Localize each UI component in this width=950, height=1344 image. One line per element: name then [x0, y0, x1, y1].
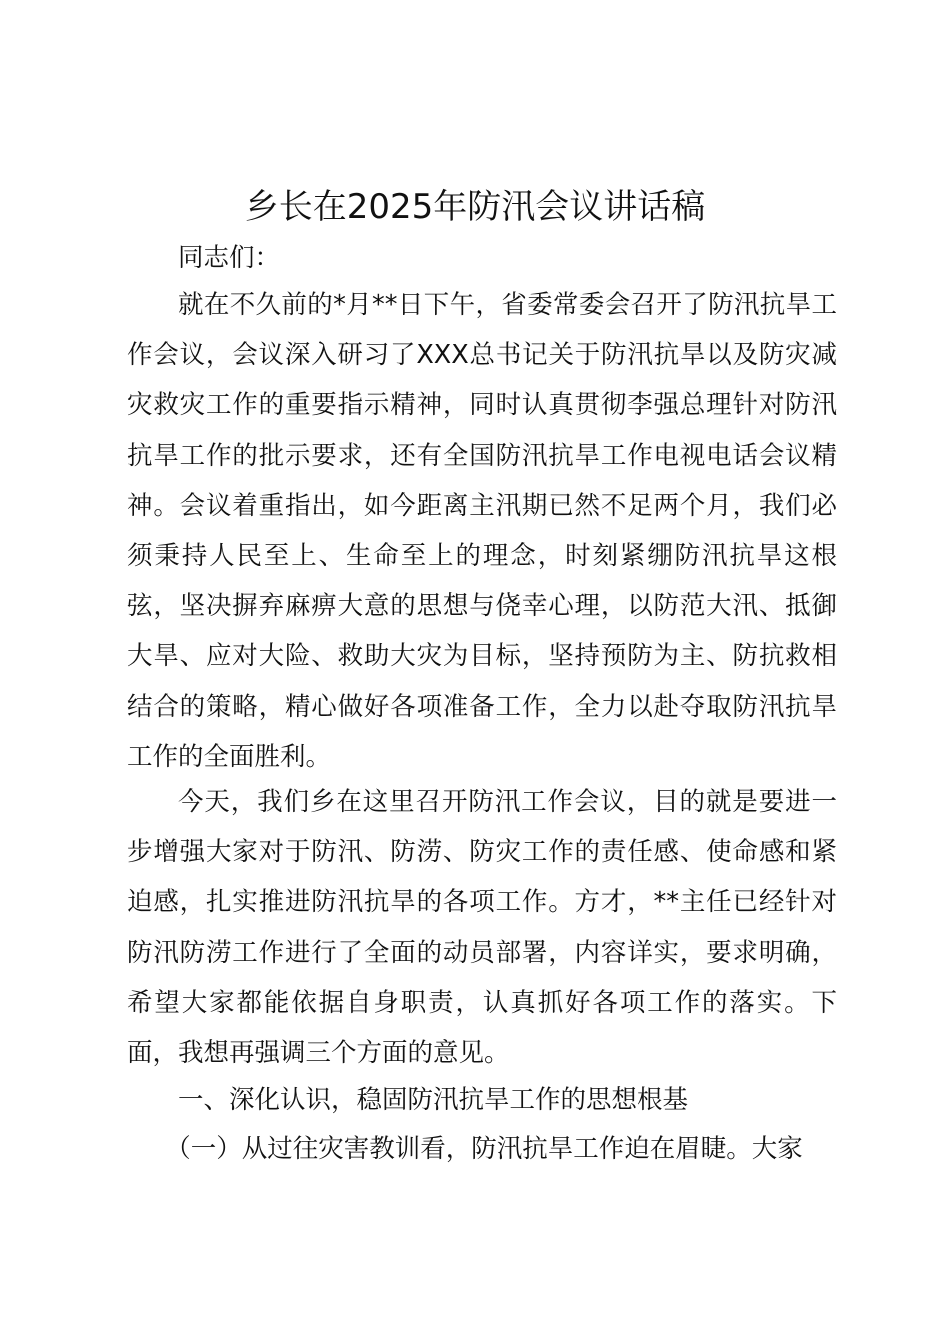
- subsection-1: （一）从过往灾害教训看，防汛抗旱工作迫在眉睫。大家: [165, 1134, 803, 1164]
- paragraph-2: 今天，我们乡在这里召开防汛工作会议，目的就是要进一步增强大家对于防汛、防涝、防灾工作的责任感、使命感和紧迫感，扎实推进防汛抗旱的各项工作。方才，**主任已经针对防汛防涝工作进行了全面的动员部署，内容详实，要求明确，希望大家都能依据自身职责，认真抓好各项工作的落实。下面，我想再强调三个方面的意见。: [127, 787, 837, 1069]
- section-heading-1: 一、深化认识，稳固防汛抗旱工作的思想根基: [178, 1085, 689, 1115]
- greeting: 同志们：: [178, 243, 281, 273]
- paragraph-1: 就在不久前的*月**日下午，省委常委会召开了防汛抗旱工作会议，会议深入研习了XXX总书记关于防汛抗旱以及防灾减灾救灾工作的重要指示精神，同时认真贯彻李强总理针对防汛抗旱工作的批示要求，还有全国防汛抗旱工作电视电话会议精神。会议着重指出，如今距离主汛期已然不足两个月，我们必须秉持人民至上、生命至上的理念，时刻紧绷防汛抗旱这根弦，坚决摒弃麻痹大意的思想与侥幸心理，以防范大汛、抵御大旱、应对大险、救助大灾为目标，坚持预防为主、防抗救相结合的策略，精心做好各项准备工作，全力以赴夺取防汛抗旱工作的全面胜利。: [127, 290, 837, 772]
- document-title: 乡长在2025年防汛会议讲话稿: [244, 187, 706, 227]
